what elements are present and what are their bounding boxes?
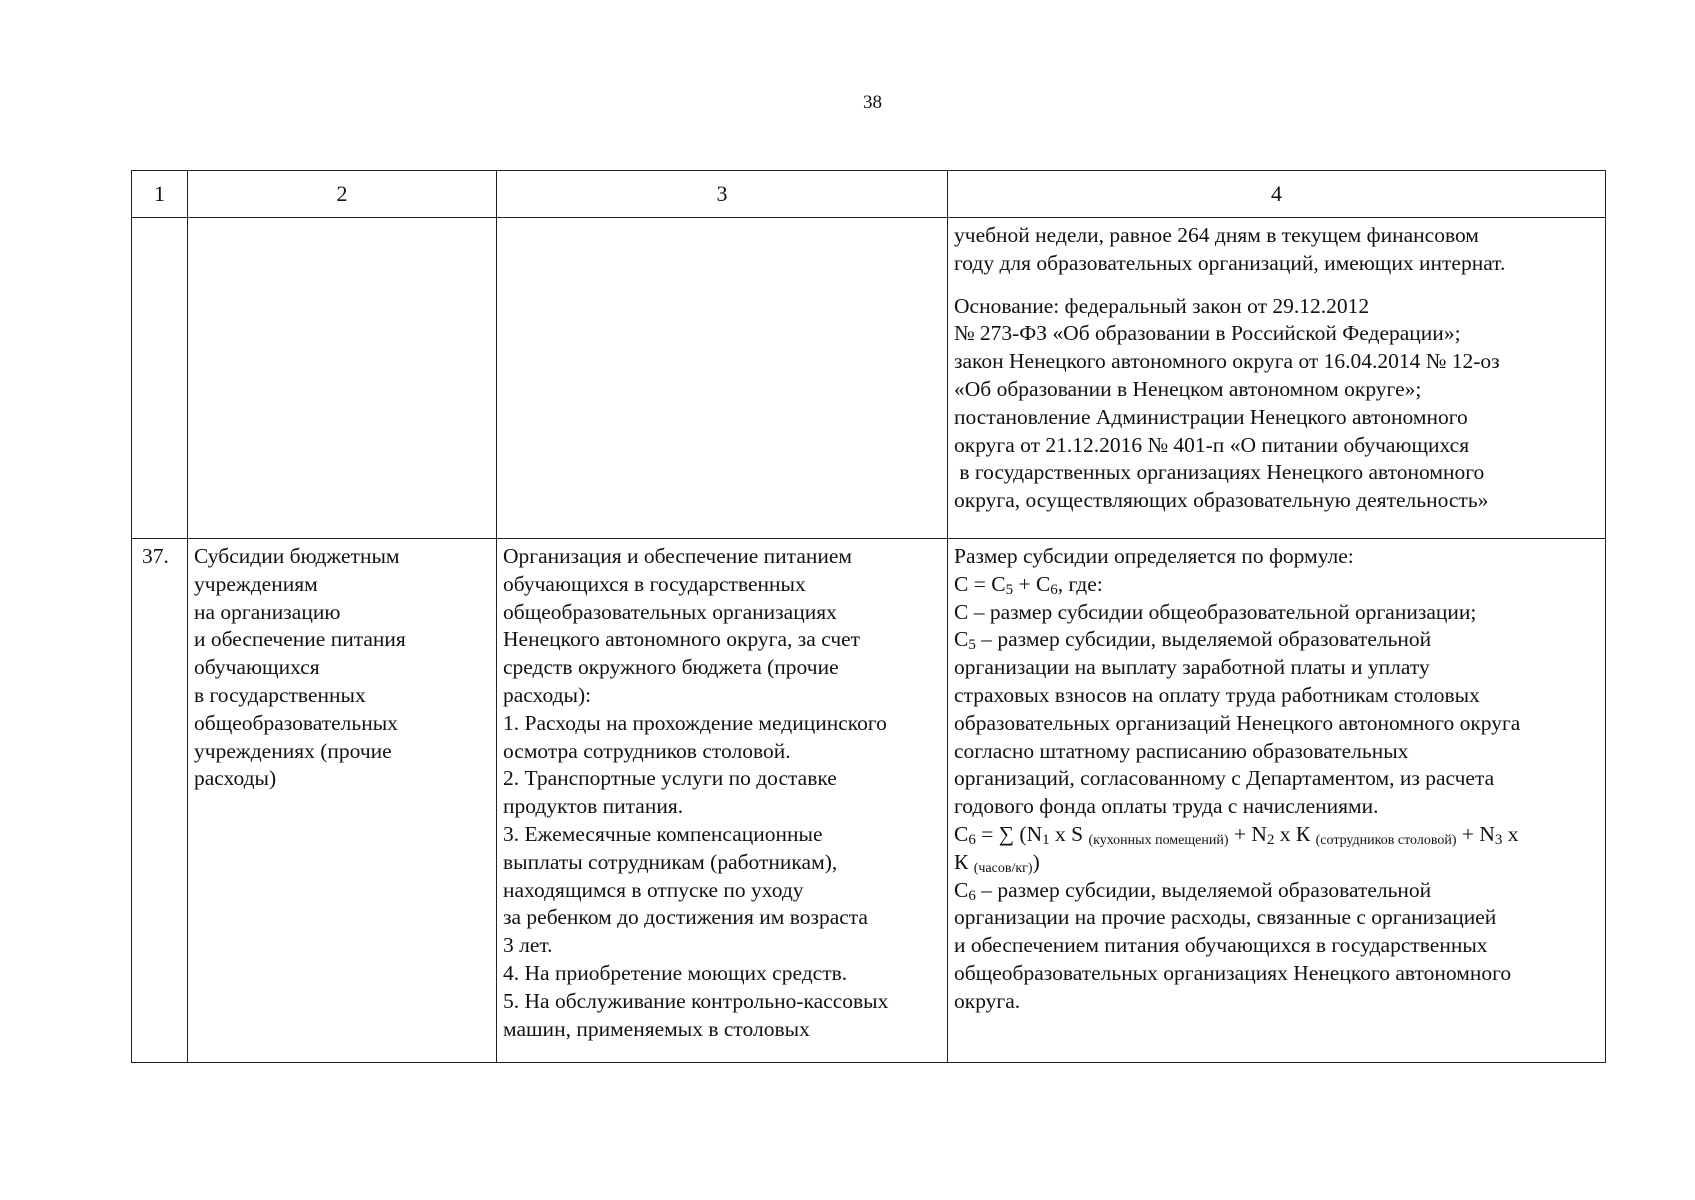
header-col-1: 1: [132, 171, 188, 218]
header-col-4: 4: [948, 171, 1606, 218]
cell-expense-description: [497, 539, 948, 1063]
continuation-paragraph-1: учебной недели, равное 264 дням в текущем финансовом году для образовательных организаций, имеющих интернат.: [954, 223, 1506, 275]
table-row-continuation: [132, 218, 1606, 539]
header-col-2: 2: [188, 171, 497, 218]
header-col-3: 3: [497, 171, 948, 218]
formula-c6-continued: К $_{(часов/кг)}$): [954, 849, 1040, 876]
formula-main: $С = С_5 + С_6$, где:: [954, 571, 1103, 598]
cell-calculation-method: [948, 539, 1606, 1063]
calculation-method: Размер субсидии определяется по формуле: $С = С_5 + С_6$, где: С – размер субсидии общеобразовательной организации; $С_5$ – размер субсидии, выделяемой образовательной организации на выплату заработной платы и уплату страховых взносов на оплату труда работникам столовых образовательных организаций Ненецкого автономного округа согласно штатному расписанию образовательных организаций, согласованному с Департаментом, из расчета годового фонда оплаты труда с начислениями. $С_6$ = ∑ ($N_1$ x S $_{(кухонных помещений)} + N_2$ x К $_{(сотрудников столовой)} + N_3$ x К $_{(часов/кг)}$) $С_6$ – размер субсидии, выделяемой образовательной организации на прочие расходы, связанные с организацией и обеспечением питания обучающихся в государственных общеобразовательных организациях Ненецкого автономного округа.: [948, 539, 1605, 1016]
cell-continuation-col3: [497, 218, 948, 539]
document-table: [131, 170, 1606, 1063]
cell-expense-name: [188, 539, 497, 1063]
table-row-37: [132, 539, 1606, 1063]
cell-continuation-col2: [188, 218, 497, 539]
page-number: 38: [863, 92, 882, 113]
cell-continuation-col1: [132, 218, 188, 539]
expense-name: Субсидии бюджетным учреждениям на организацию и обеспечение питания обучающихся в государственных общеобразовательных учреждениях (прочие расходы): [194, 544, 406, 791]
cell-row-number: [132, 539, 188, 1063]
definition-c6: $С_6$ – размер субсидии, выделяемой образовательной: [954, 877, 1432, 904]
definition-c5: $С_5$ – размер субсидии, выделяемой образовательной: [954, 627, 1432, 654]
expense-description: Организация и обеспечение питанием обучающихся в государственных общеобразовательных организациях Ненецкого автономного округа, за счет средств окружного бюджета (прочие расходы): 1. Расходы на прохождение медицинского осмотра сотрудников столовой. 2. Транспортные услуги по доставке продуктов питания. 3. Ежемесячные компенсационные выплаты сотрудникам (работникам), находящимся в отпуске по уходу за ребенком до достижения им возраста 3 лет. 4. На приобретение моющих средств. 5. На обслуживание контрольно-кассовых машин, применяемых в столовых: [503, 544, 889, 1041]
formula-intro: Размер субсидии определяется по формуле:: [954, 544, 1354, 568]
row-number: 37.: [142, 544, 169, 568]
basis-paragraph: Основание: федеральный закон от 29.12.2012 № 273-ФЗ «Об образовании в Российской Федерации»; закон Ненецкого автономного округа от 16.04.2014 № 12-оз «Об образовании в Ненецком автономном округе»; постановление Администрации Ненецкого автономного округа от 21.12.2016 № 401-п «О питании обучающихся в государственных организациях Ненецкого автономного округа, осуществляющих образовательную деятельность»: [954, 293, 1500, 513]
definition-c: С – размер субсидии общеобразовательной организации;: [954, 599, 1477, 624]
formula-c6: $С_6$ = ∑ ($N_1$ x S $_{(кухонных помещений)} + N_2$ x К $_{(сотрудников столовой)} + N_3$ x: [954, 821, 1519, 848]
table-header-row: [132, 171, 1606, 218]
cell-continuation-col4: [948, 218, 1606, 539]
